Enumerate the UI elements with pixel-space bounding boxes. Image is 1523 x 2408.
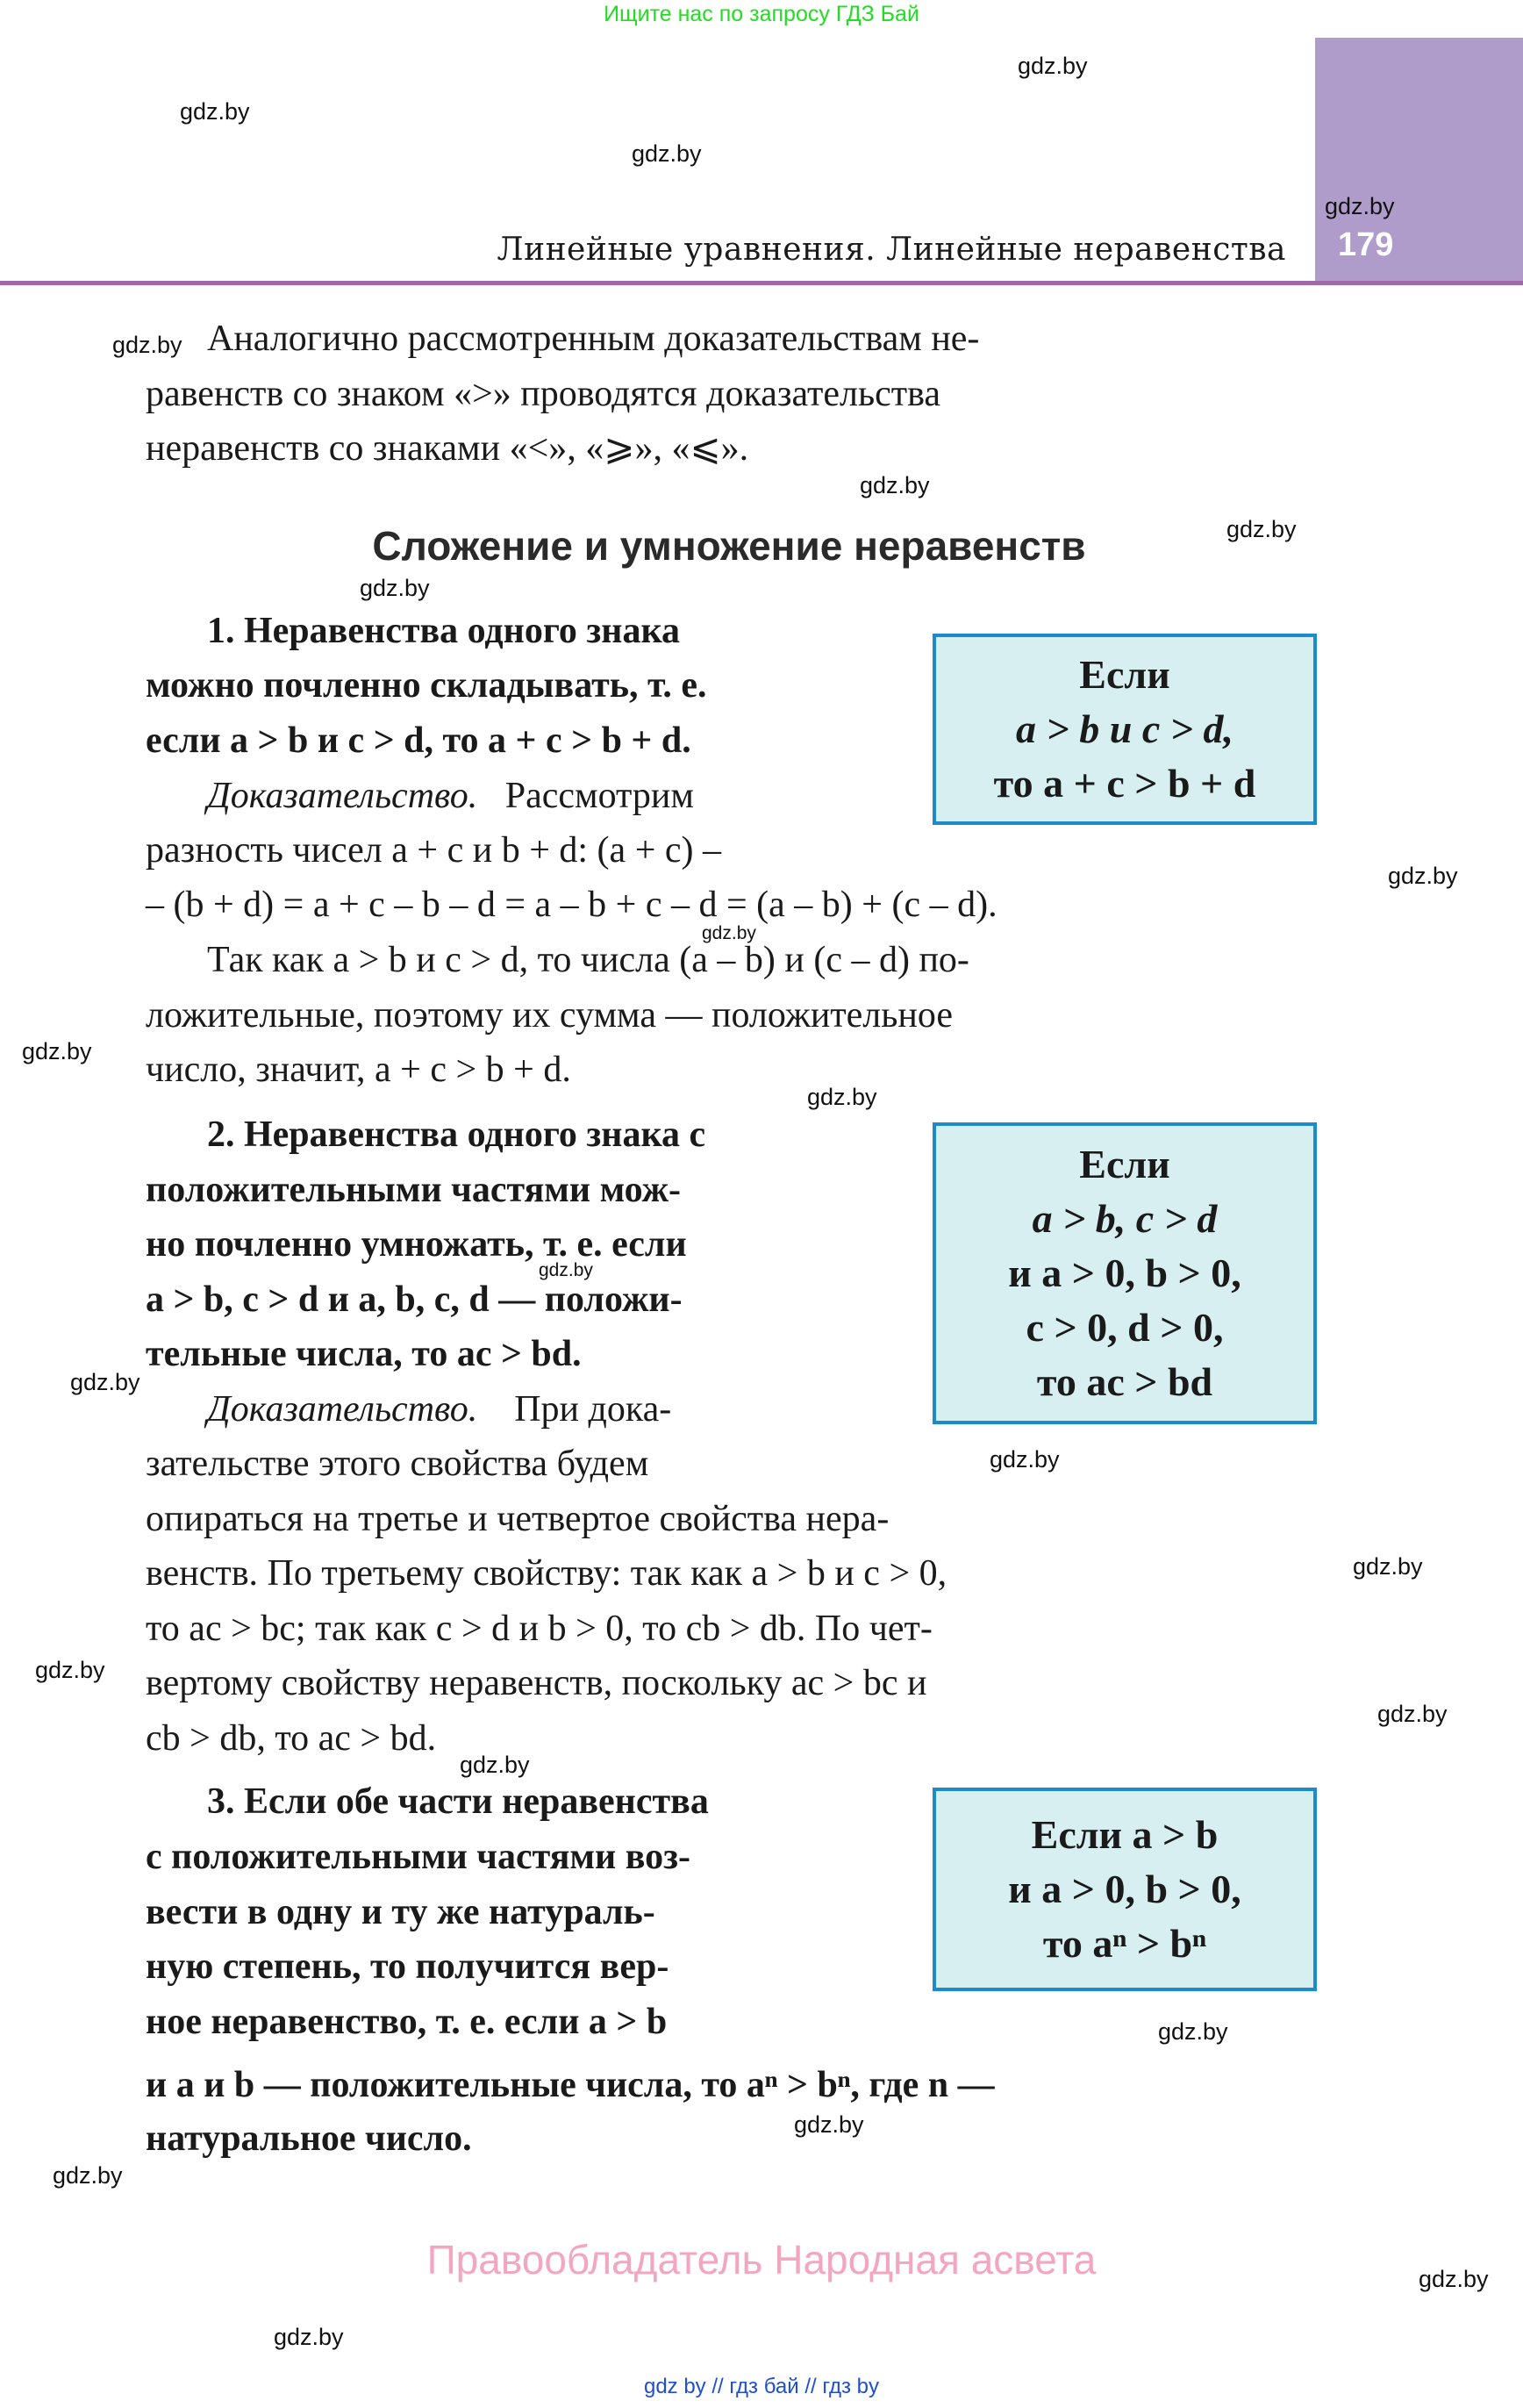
watermark: gdz.by	[360, 575, 430, 601]
header-divider	[0, 281, 1523, 285]
rule-2-statement-line: положительными частями мож-	[146, 1170, 682, 1210]
rule-1-statement-line: 1. Неравенства одного знака	[207, 611, 681, 651]
watermark: gdz.by	[807, 1084, 877, 1110]
rule-2-proof-line: Доказательство. При дока-	[207, 1389, 672, 1430]
watermark: gdz.by	[702, 923, 756, 943]
rule-3-statement-line: натуральное число.	[146, 2118, 472, 2159]
running-title: Линейные уравнения. Линейные неравенства	[497, 232, 1286, 268]
rule-1-proof-line: Так как a > b и c > d, то числа (a – b) и (c – d) по-	[207, 940, 969, 980]
rule-1-summary-box	[933, 634, 1317, 825]
rule-2-statement-line: тельные числа, то ac > bd.	[146, 1334, 582, 1374]
watermark: gdz.by	[53, 2162, 123, 2189]
watermark: gdz.by	[1018, 53, 1088, 79]
box-line: Если a > b	[1031, 1812, 1219, 1857]
box-line: a > b и c > d,	[1016, 706, 1233, 751]
proof-label: Доказательство.	[207, 776, 478, 816]
rule-1-proof-line: Доказательство. Рассмотрим	[207, 776, 694, 816]
rule-1-statement-line: можно почленно складывать, т. е.	[146, 665, 707, 706]
box-line: то ac > bd	[1036, 1359, 1213, 1404]
intro-line-1: Аналогично рассмотренным доказательствам не-	[207, 319, 980, 359]
box-line: и a > 0, b > 0,	[1008, 1251, 1241, 1295]
watermark: gdz.by	[1226, 516, 1297, 542]
watermark: gdz.by	[632, 140, 702, 167]
watermark: gdz.by	[1353, 1553, 1423, 1580]
box-line: то aⁿ > bⁿ	[1042, 1921, 1207, 1966]
intro-line-3: неравенств со знаками «<», «⩾», «⩽».	[146, 428, 749, 469]
rule-3-statement-line: ную степень, то получится вер-	[146, 1946, 669, 1987]
top-search-banner[interactable]: Ищите нас по запросу ГДЗ Бай	[604, 2, 919, 26]
rule-2-proof-line: зательстве этого свойства будем	[146, 1444, 649, 1484]
rule-2-proof-line: венств. По третьему свойству: так как a > b и c > 0,	[146, 1553, 947, 1594]
watermark: gdz.by	[990, 1446, 1060, 1473]
watermark: gdz.by	[180, 98, 250, 125]
watermark: gdz.by	[112, 332, 182, 358]
rule-3-statement-line: 3. Если обе части неравенства	[207, 1781, 709, 1822]
rule-1-statement-line: если a > b и c > d, то a + c > b + d.	[146, 720, 691, 761]
intro-line-2: равенств со знаком «>» проводятся доказательства	[146, 374, 941, 414]
rule-2-proof-line: то ac > bc; так как c > d и b > 0, то cb > db. По чет-	[146, 1609, 933, 1649]
rule-3-statement-line: и a и b — положительные числа, то aⁿ > bⁿ, где n —	[146, 2065, 995, 2105]
watermark: gdz.by	[274, 2324, 344, 2350]
rule-3-summary-box	[933, 1788, 1317, 1991]
rule-1-proof-line: число, значит, a + c > b + d.	[146, 1050, 571, 1090]
rule-1-proof-line: ложительные, поэтому их сумма — положительное	[146, 995, 954, 1036]
page-number: 179	[1338, 226, 1394, 263]
watermark: gdz.by	[22, 1038, 92, 1064]
rule-2-statement-line: 2. Неравенства одного знака с	[207, 1114, 706, 1155]
watermark: gdz.by	[1419, 2266, 1489, 2292]
watermark: gdz.by	[35, 1657, 105, 1683]
box-line: c > 0, d > 0,	[1026, 1305, 1224, 1350]
rule-3-statement-line: ное неравенство, т. е. если a > b	[146, 2002, 668, 2042]
rule-1-proof-line: разность чисел a + c и b + d: (a + c) –	[146, 830, 722, 871]
watermark: gdz.by	[794, 2111, 864, 2138]
rule-2-proof-line: вертому свойству неравенств, поскольку ac > bc и	[146, 1663, 927, 1703]
watermark: gdz.by	[460, 1752, 530, 1778]
watermark: gdz.by	[1325, 193, 1395, 219]
rule-3-statement-line: с положительными частями воз-	[146, 1837, 690, 1877]
box-line: и a > 0, b > 0,	[1008, 1867, 1241, 1911]
rule-2-proof-line: опираться на третье и четвертое свойства нера-	[146, 1499, 890, 1539]
watermark: gdz.by	[1158, 2018, 1228, 2045]
watermark: gdz.by	[539, 1260, 593, 1280]
box-line: то a + c > b + d	[993, 761, 1256, 806]
watermark: gdz.by	[1388, 863, 1458, 889]
rule-2-statement-line: но почленно умножать, т. е. если	[146, 1224, 687, 1265]
copyright-notice: Правообладатель Народная асвета	[426, 2237, 1097, 2283]
rule-3-statement-line: вести в одну и ту же натураль-	[146, 1892, 655, 1932]
watermark: gdz.by	[860, 472, 930, 498]
box-line: Если	[1079, 652, 1170, 697]
rule-2-statement-line: a > b, c > d и a, b, c, d — положи-	[146, 1279, 683, 1320]
rule-2-proof-line: cb > db, то ac > bd.	[146, 1718, 437, 1759]
section-heading: Сложение и умножение неравенств	[372, 523, 1086, 569]
watermark: gdz.by	[70, 1369, 140, 1395]
watermark: gdz.by	[1377, 1701, 1448, 1727]
rule-1-proof-line: – (b + d) = a + c – b – d = a – b + c – d = (a – b) + (c – d).	[146, 885, 997, 925]
rule-2-summary-box	[933, 1122, 1317, 1424]
footer-links[interactable]: gdz by // гдз бай // гдз by	[643, 2375, 880, 2398]
proof-label: Доказательство.	[207, 1389, 478, 1430]
box-line: a > b, c > d	[1032, 1196, 1218, 1241]
box-line: Если	[1079, 1142, 1170, 1186]
